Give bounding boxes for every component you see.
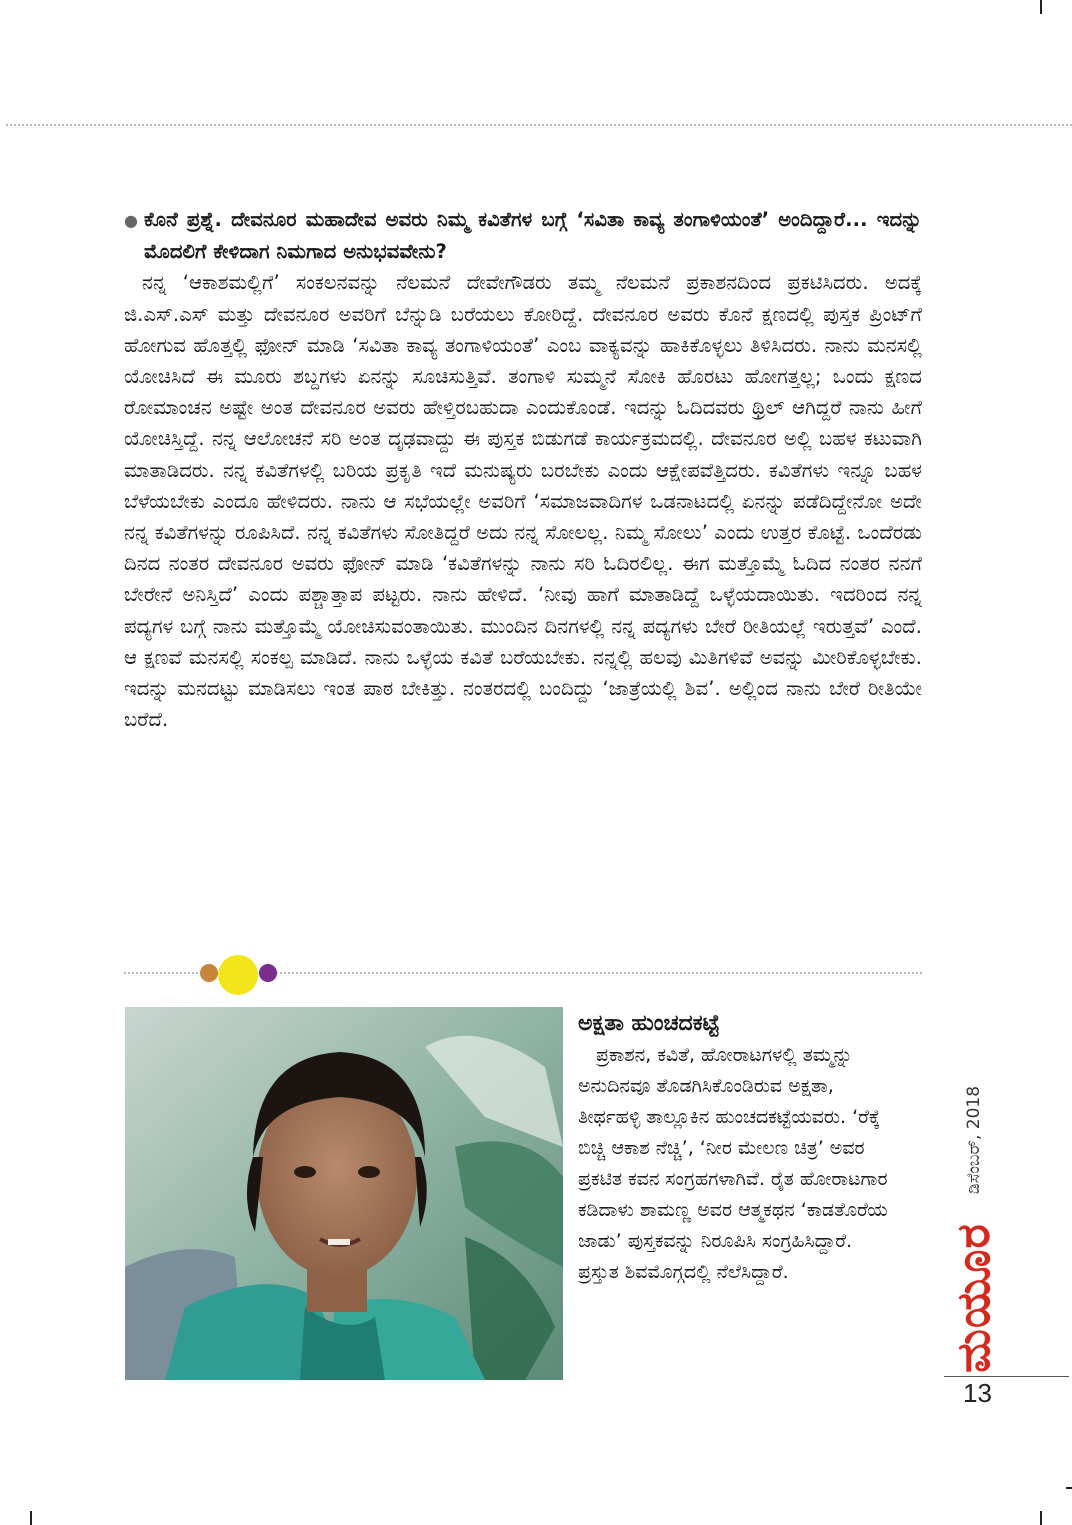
issue-date bbox=[956, 1060, 992, 1220]
top-dotted-rule bbox=[6, 124, 1072, 126]
divider-dot-yellow bbox=[218, 955, 258, 995]
author-bio-text: ಪ್ರಕಾಶನ, ಕವಿತೆ, ಹೋರಾಟಗಳಲ್ಲಿ ತಮ್ಮನ್ನು ಅನುದಿನವೂ ತೊಡಗಿಸಿಕೊಂಡಿರುವ ಅಕ್ಷತಾ, ತೀರ್ಥಹಳ್ಳಿ ತಾಲ್ಲೂಕಿನ ಹುಂಚದಕಟ್ಟೆಯವರು. ‘ರೆಕ್ಕೆ ಬಿಚ್ಚಿ ಆಕಾಶ ನೆಚ್ಚಿ’, ‘ನೀರ ಮೇಲಣ ಚಿತ್ರ’ ಅವರ ಪ್ರಕಟಿತ ಕವನ ಸಂಗ್ರಹಗಳಾಗಿವೆ. ರೈತ ಹೋರಾಟಗಾರ ಕಡಿದಾಳು ಶಾಮಣ್ಣ ಅವರ ಆತ್ಮಕಥನ ‘ಕಾಡತೊರೆಯ ಜಾಡು’ ಪುಸ್ತಕವನ್ನು ನಿರೂಪಿಸಿ ಸಂಗ್ರಹಿಸಿದ್ದಾರೆ. ಪ್ರಸ್ತುತ ಶಿವಮೊಗ್ಗದಲ್ಲಿ ನೆಲೆಸಿದ್ದಾರೆ. bbox=[578, 1044, 888, 1283]
crop-mark-bottom-left bbox=[30, 1511, 32, 1525]
interview-answer: ನನ್ನ ‘ಆಕಾಶಮಲ್ಲಿಗೆ’ ಸಂಕಲನವನ್ನು ನೆಲಮನೆ ದೇವೇಗೌಡರು ತಮ್ಮ ನೆಲಮನೆ ಪ್ರಕಾಶನದಿಂದ ಪ್ರಕಟಿಸಿದರು. ಅದಕ್ಕೆ ಜಿ.ಎಸ್.ಎಸ್ ಮತ್ತು ದೇವನೂರ ಅವರಿಗೆ ಬೆನ್ನುಡಿ ಬರೆಯಲು ಕೋರಿದ್ದೆ. ದೇವನೂರ ಅವರು ಕೊನೆ ಕ್ಷಣದಲ್ಲಿ ಪುಸ್ತಕ ಪ್ರಿಂಟ್‌ಗೆ ಹೋಗುವ ಹೊತ್ತಲ್ಲಿ ಫೋನ್ ಮಾಡಿ ‘ಸವಿತಾ ಕಾವ್ಯ ತಂಗಾಳಿಯಂತೆ’ ಎಂಬ ವಾಕ್ಯವನ್ನು ಹಾಕಿಕೊಳ್ಳಲು ತಿಳಿಸಿದರು. ನಾನು ಮನಸಲ್ಲಿ ಯೋಚಿಸಿದೆ ಈ ಮೂರು ಶಬ್ದಗಳು ಏನನ್ನು ಸೂಚಿಸುತ್ತಿವೆ. ತಂಗಾಳಿ ಸುಮ್ಮನೆ ಸೋಕಿ ಹೊರಟು ಹೋಗತ್ತಲ್ಲ; ಒಂದು ಕ್ಷಣದ ರೋಮಾಂಚನ ಅಷ್ಟೇ ಅಂತ ದೇವನೂರ ಅವರು ಹೇಳ್ತಿರಬಹುದಾ ಎಂದುಕೊಂಡೆ. ಇದನ್ನು ಓದಿದವರು ಥ್ರಿಲ್ ಆಗಿದ್ದರೆ ನಾನು ಹೀಗೆ ಯೋಚಿಸ್ತಿದ್ದೆ. ನನ್ನ ಆಲೋಚನೆ ಸರಿ ಅಂತ ದೃಢವಾದ್ದು ಈ ಪುಸ್ತಕ ಬಿಡುಗಡೆ ಕಾರ್ಯಕ್ರಮದಲ್ಲಿ. ದೇವನೂರ ಅಲ್ಲಿ ಬಹಳ ಕಟುವಾಗಿ ಮಾತಾಡಿದರು. ನನ್ನ ಕವಿತೆಗಳಲ್ಲಿ ಬರಿಯ ಪ್ರಕೃತಿ ಇದೆ ಮನುಷ್ಯರು ಬರಬೇಕು ಎಂದು ಆಕ್ಷೇಪವೆತ್ತಿದರು. ಕವಿತೆಗಳು ಇನ್ನೂ ಬಹಳ ಬೆಳೆಯಬೇಕು ಎಂದೂ ಹೇಳಿದರು. ನಾನು ಆ ಸಭೆಯಲ್ಲೇ ಅವರಿಗೆ ‘ಸಮಾಜವಾದಿಗಳ ಒಡನಾಟದಲ್ಲಿ ಏನನ್ನು ಪಡೆದಿದ್ದೇನೋ ಅದೇ ನನ್ನ ಕವಿತೆಗಳನ್ನು ರೂಪಿಸಿದೆ. ನನ್ನ ಕವಿತೆಗಳು ಸೋತಿದ್ದರೆ ಅದು ನನ್ನ ಸೋಲಲ್ಲ. ನಿಮ್ಮ ಸೋಲು’ ಎಂದು ಉತ್ತರ ಕೊಟ್ಟೆ. ಒಂದೆರಡು ದಿನದ ನಂತರ ದೇವನೂರ ಅವರು ಫೋನ್ ಮಾಡಿ ‘ಕವಿತೆಗಳನ್ನು ನಾನು ಸರಿ ಓದಿರಲಿಲ್ಲ. ಈಗ ಮತ್ತೊಮ್ಮೆ ಓದಿದ ನಂತರ ನನಗೆ ಬೇರೇನೆ ಅನಿಸ್ತಿದೆ’ ಎಂದು ಪಶ್ಚಾತ್ತಾಪ ಪಟ್ಟರು. ನಾನು ಹೇಳಿದೆ. ‘ನೀವು ಹಾಗೆ ಮಾತಾಡಿದ್ದೆ ಒಳ್ಳೆಯದಾಯಿತು. ಇದರಿಂದ ನನ್ನ ಪದ್ಯಗಳ ಬಗ್ಗೆ ನಾನು ಮತ್ತೊಮ್ಮೆ ಯೋಚಿಸುವಂತಾಯಿತು. ಮುಂದಿನ ದಿನಗಳಲ್ಲಿ ನನ್ನ ಪದ್ಯಗಳು ಬೇರೆ ರೀತಿಯಲ್ಲೆ ಇರುತ್ತವೆ’ ಎಂದೆ. ಆ ಕ್ಷಣವೆ ಮನಸಲ್ಲಿ ಸಂಕಲ್ಪ ಮಾಡಿದೆ. ನಾನು ಒಳ್ಳೆಯ ಕವಿತೆ ಬರೆಯಬೇಕು. ನನ್ನಲ್ಲಿ ಹಲವು ಮಿತಿಗಳಿವೆ ಅವನ್ನು ಮೀರಿಕೊಳ್ಳಬೇಕು. ಇದನ್ನು ಮನದಟ್ಟು ಮಾಡಿಸಲು ಇಂತ ಪಾಠ ಬೇಕಿತ್ತು. ನಂತರದಲ್ಲಿ ಬಂದಿದ್ದು ‘ಜಾತ್ರೆಯಲ್ಲಿ ಶಿವ’. ಅಲ್ಲಿಂದ ನಾನು ಬೇರೆ ರೀತಿಯೇ ಬರೆದೆ. bbox=[124, 271, 922, 732]
crop-mark-right-edge bbox=[1066, 1487, 1072, 1489]
section-divider bbox=[124, 955, 922, 991]
interview-question bbox=[124, 204, 922, 267]
crop-mark-top-right bbox=[1040, 0, 1042, 14]
question-text: ಕೊನೆ ಪ್ರಶ್ನೆ. ದೇವನೂರ ಮಹಾದೇವ ಅವರು ನಿಮ್ಮ ಕವಿತೆಗಳ ಬಗ್ಗೆ ‘ಸವಿತಾ ಕಾವ್ಯ ತಂಗಾಳಿಯಂತೆ’ ಅಂದಿದ್ದಾರೆ... ಇದನ್ನು ಮೊದಲಿಗೆ ಕೇಳಿದಾಗ ನಿಮಗಾದ ಅನುಭವವೇನು? bbox=[144, 208, 922, 264]
author-portrait-photo bbox=[125, 1007, 563, 1380]
bullet-icon: ● bbox=[124, 211, 139, 230]
crop-mark-bottom-right bbox=[1040, 1511, 1042, 1525]
issue-date-text: ಡಿಸೆಂಬರ್, 2018 bbox=[964, 1085, 984, 1195]
author-name: ಅಕ್ಷತಾ ಹುಂಚದಕಟ್ಟೆ bbox=[578, 1011, 720, 1036]
magazine-logo-text: ಮಯೂರ bbox=[946, 1222, 1000, 1373]
divider-dot-purple bbox=[259, 964, 277, 982]
magazine-logo bbox=[944, 1222, 1004, 1373]
page-number: 13 bbox=[963, 1378, 992, 1408]
divider-dot-orange bbox=[200, 964, 218, 982]
article-body bbox=[124, 204, 922, 735]
author-bio bbox=[578, 1008, 890, 1288]
page-number-rule bbox=[944, 1376, 1069, 1377]
